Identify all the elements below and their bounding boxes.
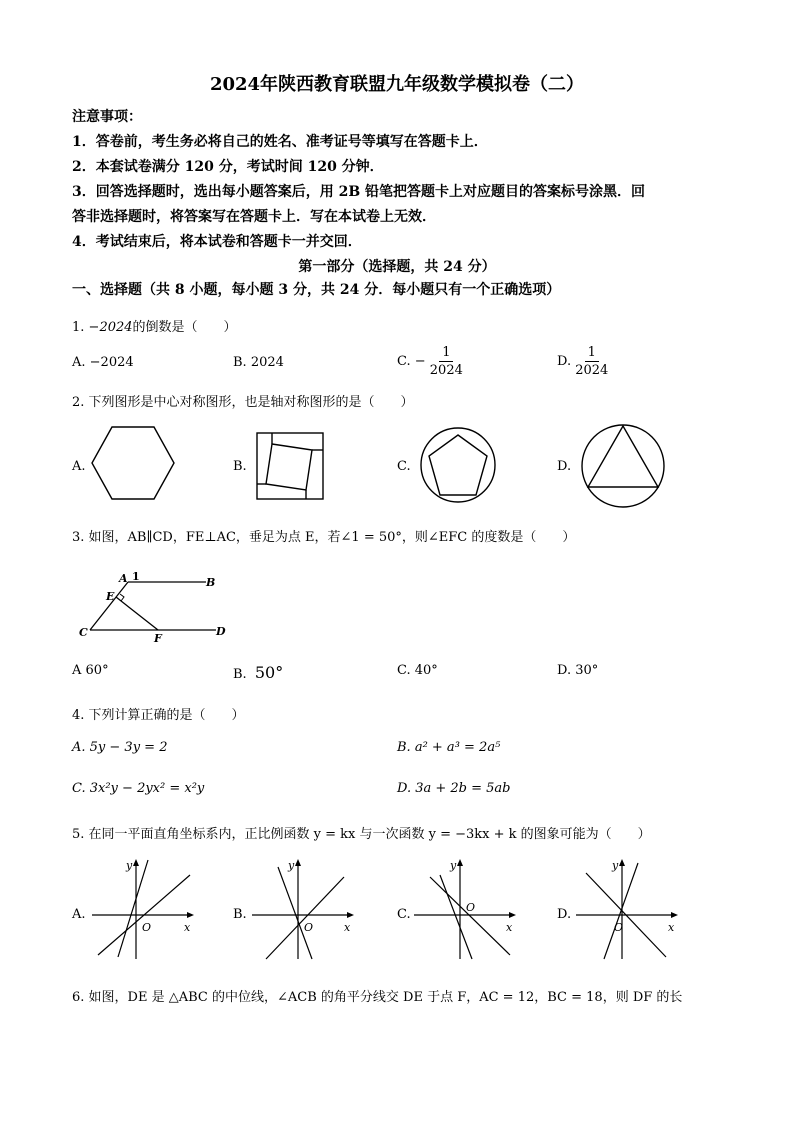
q1-option-a: A. −2024 [72,355,134,370]
q5a-x-label: x [184,921,191,934]
q5-graph-b [250,855,360,965]
q1-c-denominator: 2024 [429,363,463,378]
q2-square-pinwheel-figure [256,432,326,502]
page-title: 2024年陕西教育联盟九年级数学模拟卷（二） [209,74,585,95]
q3-label-1: 1 [132,570,140,583]
q5c-x-label: x [506,921,513,934]
q4-option-b: B. a² + a³ = 2a⁵ [397,740,501,755]
q1-d-numerator: 1 [585,344,599,362]
q1-option-d [557,344,608,379]
section-heading: 一、选择题（共 8 小题，每小题 3 分，共 24 分．每小题只有一个正确选项） [72,282,561,298]
q2-triangle-circle-figure [580,423,666,509]
q3-label-B: B [206,576,216,589]
q4-option-a: A. 5y − 3y = 2 [72,740,168,755]
q3-label-F: F [154,632,162,645]
q1-option-d-fraction [575,344,608,379]
q5a-y-label: y [126,859,133,872]
q2-option-d: D. [557,459,572,474]
q4-option-c: C. 3x²y − 2yx² = x²y [72,781,205,796]
notice-heading: 注意事项： [72,109,142,125]
q5-option-c: C. [397,907,411,922]
q3-label-E: E [106,590,115,603]
q2-option-b: B. [233,459,247,474]
q3-label-D: D [216,625,226,638]
q5d-origin-label: O [614,921,624,934]
q3-label-C: C [79,626,88,639]
q5d-y-label: y [612,859,619,872]
q5b-x-label: x [344,921,351,934]
q3-option-b [233,663,283,682]
q1-expr: −2024 [88,320,133,335]
q1-option-d-label: D. [557,354,572,369]
q3-option-b-label: B. [233,667,247,682]
part-heading: 第一部分（选择题，共 24 分） [298,259,496,275]
q1-option-b: B. 2024 [233,355,284,370]
q5-graph-d [574,855,684,965]
q5-graph-c [412,855,522,965]
q1-c-numerator: 1 [439,344,453,362]
notice-item-3: 3．回答选择题时，选出每小题答案后，用 2B 铅笔把答题卡上对应题目的答案标号涂黑．回 [72,184,646,200]
q5b-origin-label: O [304,921,314,934]
q1-stem [72,316,237,335]
q2-stem: 2. 下列图形是中心对称图形，也是轴对称图形的是（ ） [72,395,414,410]
q1-option-c-fraction [430,344,463,379]
q2-hexagon-figure [92,425,178,503]
q4-option-d: D. 3a + 2b = 5ab [397,781,511,796]
notice-item-1: 1．答卷前，考生务必将自己的姓名、准考证号等填写在答题卡上． [72,134,488,150]
q3-option-a: A 60° [72,663,109,678]
q5d-x-label: x [668,921,675,934]
q2-option-a: A. [72,459,86,474]
q2-pentagon-circle-figure [418,427,498,507]
q5c-y-label: y [450,859,457,872]
q1-d-denominator: 2024 [575,363,609,378]
q1-option-c-label: C. − [397,354,426,369]
q5-graph-a [90,855,200,965]
q1-option-c [397,344,463,379]
q5-stem: 5. 在同一平面直角坐标系内，正比例函数 y = kx 与一次函数 y = −3kx + k 的图象可能为（ ） [72,827,651,842]
q3-geometry-figure [76,570,236,648]
q3-stem: 3. 如图，AB∥CD，FE⊥AC，垂足为点 E，若∠1 = 50°，则∠EFC 的度数是（ ） [72,530,576,545]
q3-option-c: C. 40° [397,663,438,678]
q5-option-a: A. [72,907,86,922]
q1-number: 1. [72,320,85,335]
q5a-origin-label: O [142,921,152,934]
q5b-y-label: y [288,859,295,872]
q3-label-A: A [119,572,128,585]
q5-option-d: D. [557,907,572,922]
q6-stem: 6. 如图，DE 是 △ABC 的中位线，∠ACB 的角平分线交 DE 于点 F，AC = 12，BC = 18，则 DF 的长 [72,990,683,1005]
q3-option-d: D. 30° [557,663,599,678]
q5c-origin-label: O [466,901,476,914]
notice-item-3-cont: 答非选择题时，将答案写在答题卡上．写在本试卷上无效． [72,209,436,225]
q3-option-b-value: 50° [254,663,284,682]
notice-item-4: 4．考试结束后，将本试卷和答题卡一并交回． [72,234,362,250]
q1-text: 的倒数是（ ） [132,320,237,335]
q4-stem: 4. 下列计算正确的是（ ） [72,708,245,723]
notice-item-2: 2．本套试卷满分 120 分，考试时间 120 分钟． [72,159,384,175]
q2-option-c: C. [397,459,411,474]
q5-option-b: B. [233,907,247,922]
